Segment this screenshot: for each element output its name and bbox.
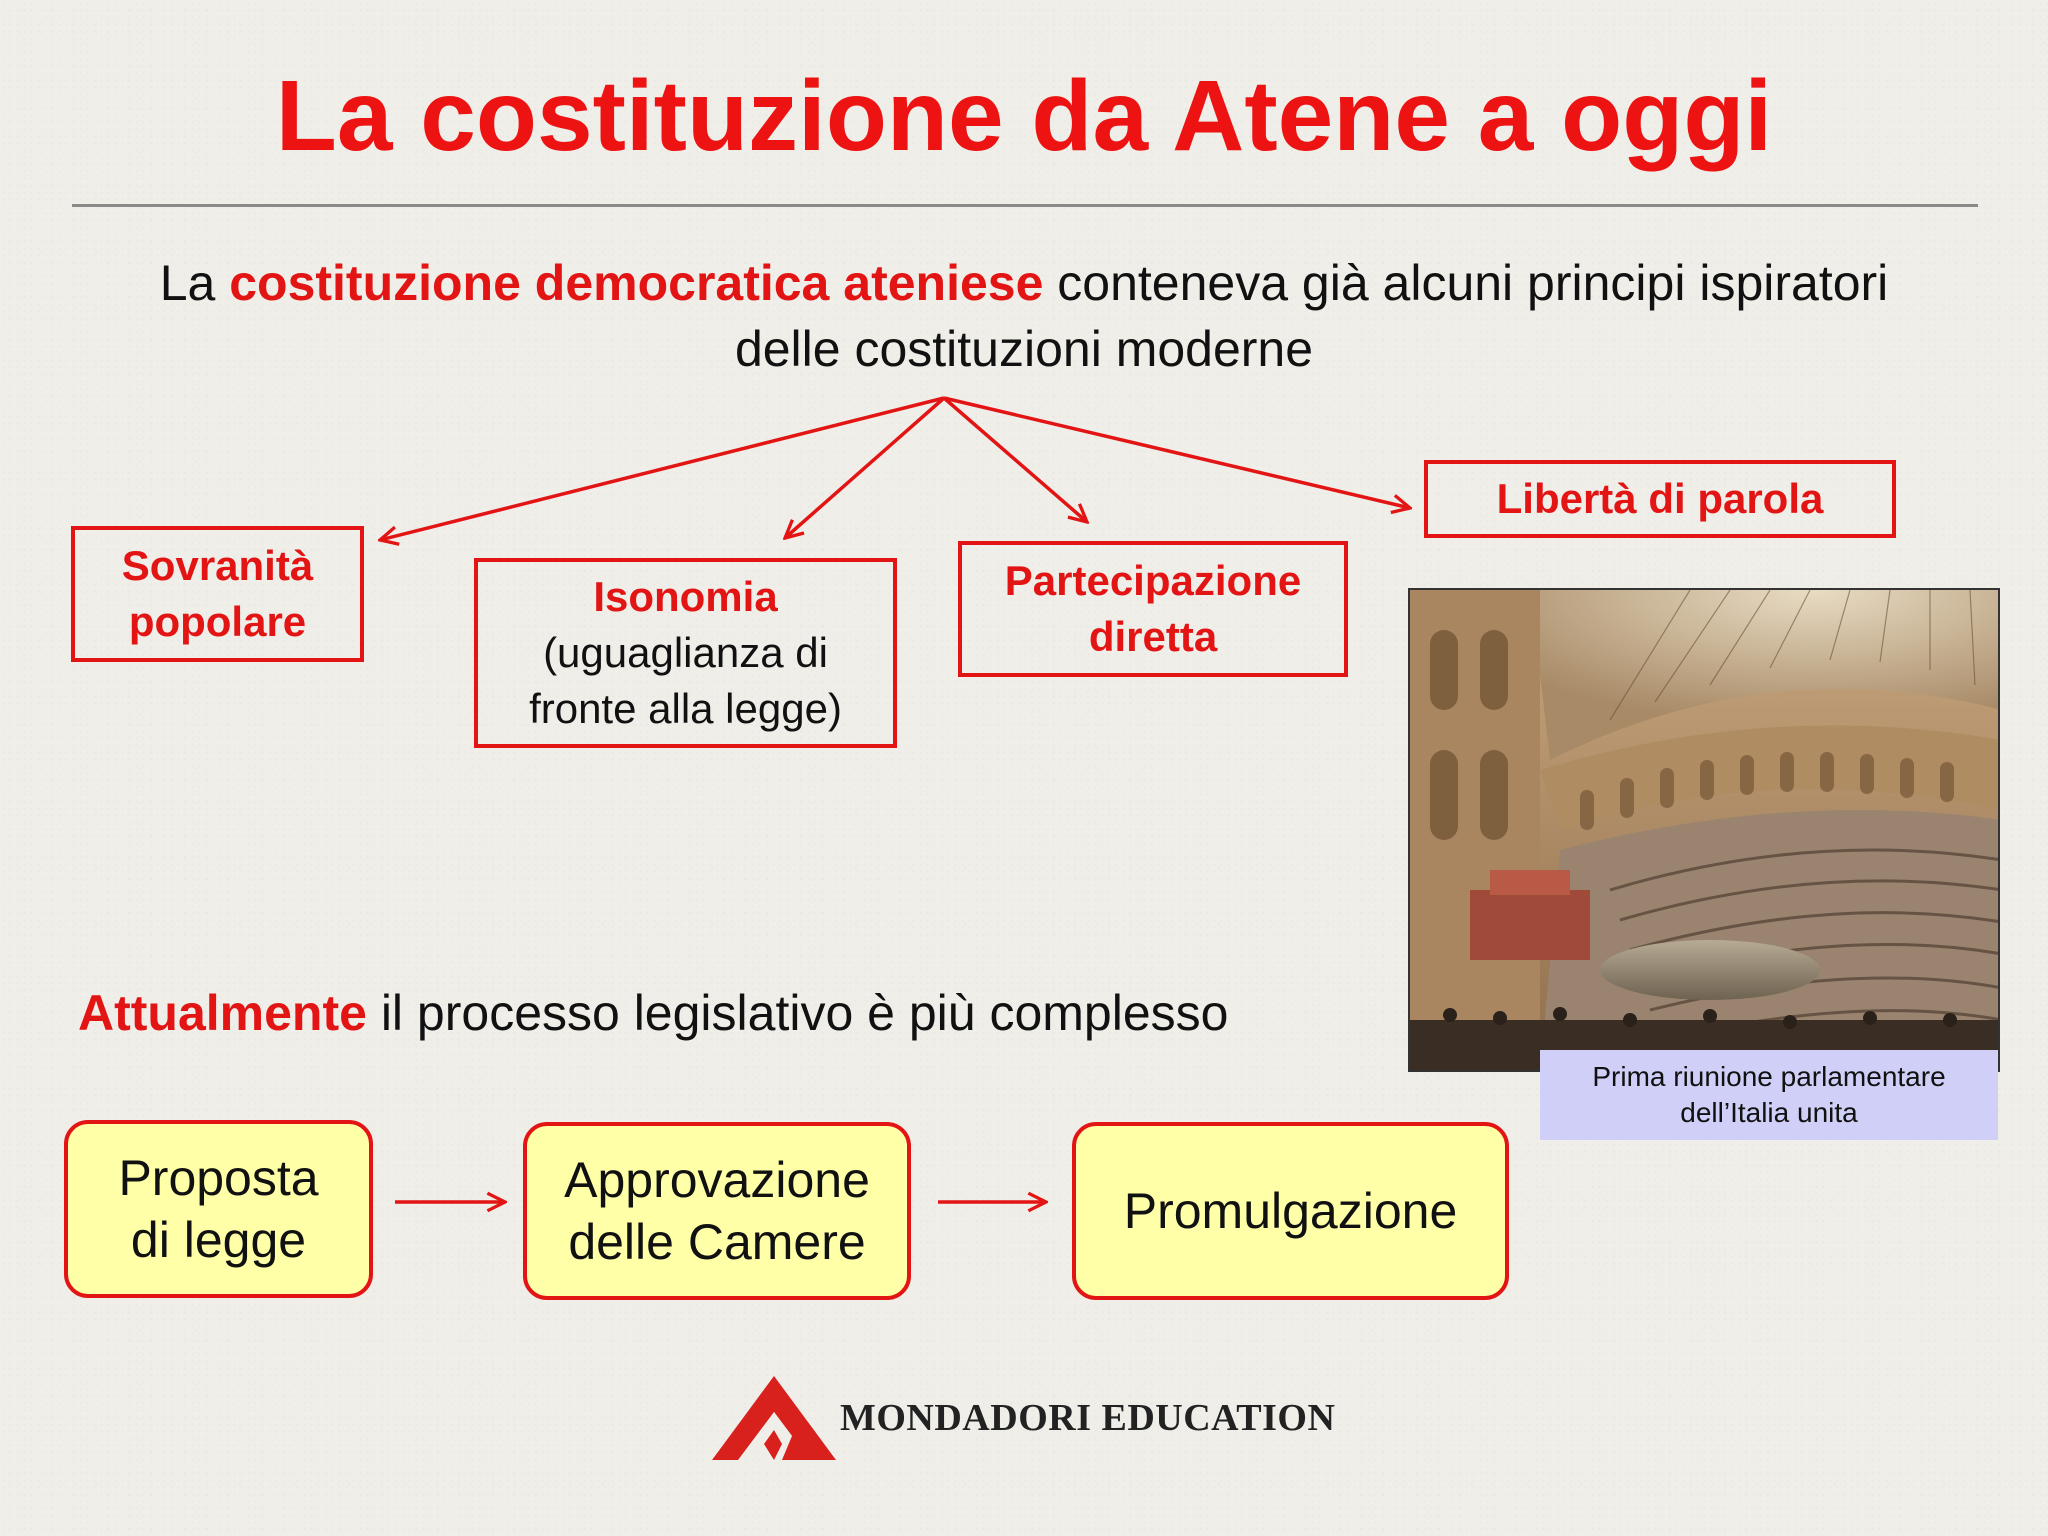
intro-highlight: costituzione democratica ateniese — [229, 255, 1044, 311]
parliament-painting — [1410, 590, 2000, 1072]
intro-prefix: La — [159, 255, 230, 311]
mondadori-logo-text: MONDADORI EDUCATION — [840, 1397, 1336, 1439]
principle-isonomia-desc-1: (uguaglianza di — [543, 629, 828, 676]
step-promulgazione-line1: Promulgazione — [1123, 1183, 1458, 1239]
principle-partecipazione-label-2: diretta — [1088, 613, 1218, 660]
principle-sovranita-label-1: Sovranità — [121, 542, 314, 589]
step-proposta-line2: di legge — [130, 1212, 307, 1268]
principle-sovranita-label-2: popolare — [128, 598, 307, 645]
photo-caption-line2: dell’Italia unita — [1680, 1097, 1858, 1128]
principle-partecipazione-box — [958, 541, 1348, 677]
page-title: La costituzione da Atene a oggi — [275, 60, 1773, 172]
principle-liberta-box — [1424, 460, 1896, 538]
parliament-illustration — [1408, 588, 2000, 1072]
step-promulgazione-box — [1072, 1122, 1509, 1300]
intro-line2: delle costituzioni moderne — [734, 321, 1314, 377]
arrow-to-sovranita — [380, 398, 944, 540]
principle-isonomia-box — [474, 558, 897, 748]
photo-caption-line1: Prima riunione parlamentare — [1592, 1061, 1946, 1092]
arrow-to-liberta — [944, 398, 1410, 508]
photo-caption — [1540, 1050, 1998, 1140]
principle-partecipazione-label-1: Partecipazione — [1004, 557, 1302, 604]
principle-liberta-label: Libertà di parola — [1496, 475, 1824, 522]
current-highlight: Attualmente — [78, 985, 367, 1041]
step-proposta-line1: Proposta — [118, 1150, 319, 1206]
current-rest: il processo legislativo è più complesso — [366, 985, 1229, 1041]
principle-sovranita-box — [71, 526, 364, 662]
step-approvazione-line2: delle Camere — [568, 1214, 866, 1270]
step-approvazione-box — [523, 1122, 911, 1300]
principle-isonomia-desc-2: fronte alla legge) — [529, 685, 842, 732]
current-process-text — [78, 980, 1228, 1046]
intro-line1-rest: conteneva già alcuni principi ispiratori — [1043, 255, 1889, 311]
step-proposta-box — [64, 1120, 373, 1298]
principle-isonomia-label: Isonomia — [593, 573, 778, 620]
step-approvazione-line1: Approvazione — [564, 1152, 870, 1208]
mondadori-logo-mark — [708, 1372, 840, 1464]
